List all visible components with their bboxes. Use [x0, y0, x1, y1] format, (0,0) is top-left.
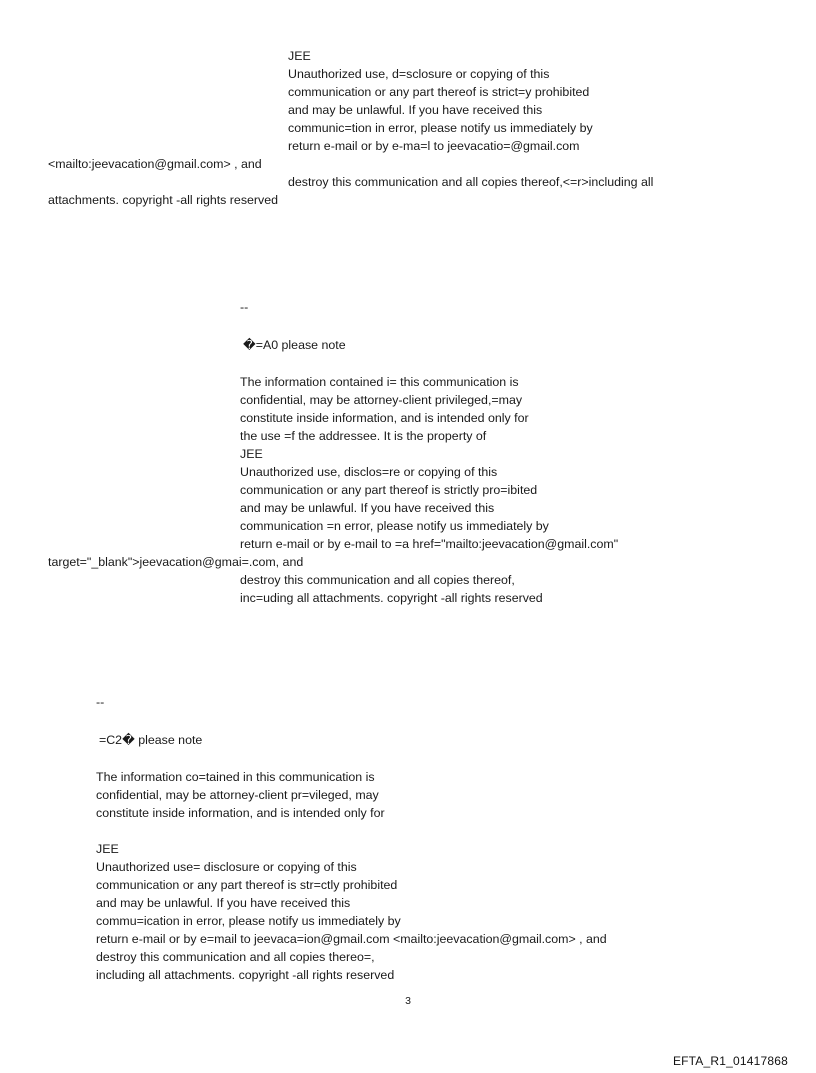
- text-line: communication or any part thereof is strict=y prohibited: [288, 85, 590, 99]
- text-line: communic=tion in error, please notify us immediately by: [288, 121, 593, 135]
- text-line: return e-mail or by e-ma=l to jeevacatio=@gmail.com: [288, 139, 580, 153]
- text-line: confidential, may be attorney-client pr=vileged, may: [96, 788, 379, 802]
- text-line: communication =n error, please notify us immediately by: [240, 519, 549, 533]
- page-number: 3: [405, 995, 411, 1007]
- text-line: return e-mail or by e=mail to jeevaca=ion@gmail.com <mailto:jeevacation@gmail.com> , and: [96, 932, 607, 946]
- text-line: constitute inside information, and is intended only for: [240, 411, 529, 425]
- text-line: and may be unlawful. If you have received this: [288, 103, 543, 117]
- text-line: The information contained i= this communication is: [240, 375, 519, 389]
- text-line: and may be unlawful. If you have received this: [96, 896, 351, 910]
- text-line: destroy this communication and all copies thereo=,: [96, 950, 375, 964]
- text-line: destroy this communication and all copies thereof,<=r>including all: [288, 175, 654, 189]
- separator-dashes: --: [240, 300, 249, 314]
- text-line: constitute inside information, and is intended only for: [96, 806, 385, 820]
- text-line: Unauthorized use= disclosure or copying of this: [96, 860, 357, 874]
- text-line: commu=ication in error, please notify us immediately by: [96, 914, 401, 928]
- text-line: communication or any part thereof is str=ctly prohibited: [96, 878, 398, 892]
- text-line: including all attachments. copyright -all rights reserved: [96, 968, 395, 982]
- text-line: return e-mail or by e-mail to =a href="mailto:jeevacation@gmail.com": [240, 537, 619, 551]
- document-id-footer: EFTA_R1_01417868: [672, 1054, 788, 1068]
- mailto-link-text: <mailto:jeevacation@gmail.com> , and: [48, 157, 262, 171]
- text-line: attachments. copyright -all rights reserved: [48, 193, 279, 207]
- text-line: JEE: [288, 49, 311, 63]
- text-line: and may be unlawful. If you have received this: [240, 501, 495, 515]
- text-line: the use =f the addressee. It is the property of: [240, 429, 487, 443]
- text-line: Unauthorized use, d=sclosure or copying of this: [288, 67, 550, 81]
- text-line: Unauthorized use, disclos=re or copying of this: [240, 465, 498, 479]
- text-line: communication or any part thereof is strictly pro=ibited: [240, 483, 538, 497]
- text-line: inc=uding all attachments. copyright -all rights reserved: [240, 591, 543, 605]
- text-line: target="_blank">jeevacation@gmai=.com, and: [48, 555, 304, 569]
- text-line: destroy this communication and all copies thereof,: [240, 573, 515, 587]
- text-line: JEE: [96, 842, 119, 856]
- note-heading: �=A0 please note: [243, 338, 346, 352]
- note-heading: =C2� please note: [99, 733, 203, 747]
- separator-dashes: --: [96, 695, 105, 709]
- text-line: confidential, may be attorney-client privileged,=may: [240, 393, 523, 407]
- text-line: JEE: [240, 447, 263, 461]
- text-line: The information co=tained in this communication is: [96, 770, 375, 784]
